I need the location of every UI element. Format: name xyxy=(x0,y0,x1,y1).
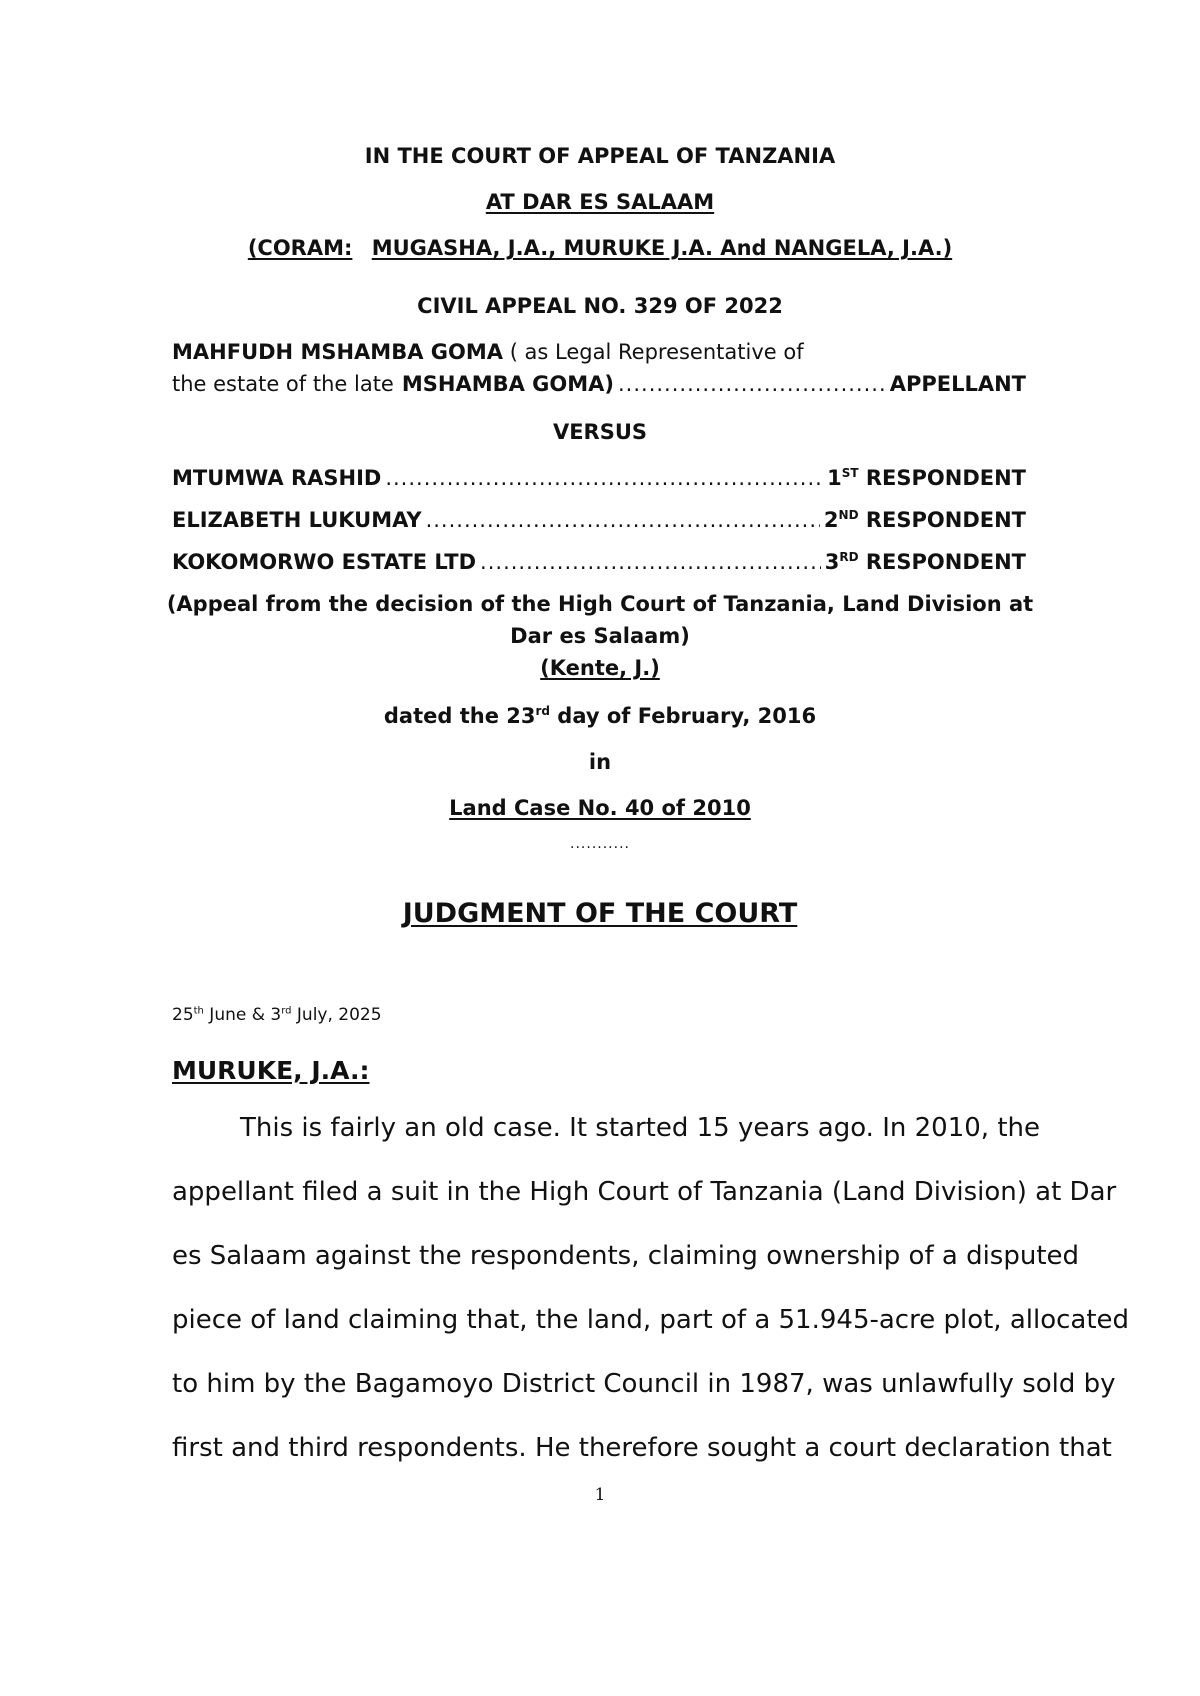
respondent-name: ELIZABETH LUKUMAY xyxy=(172,508,422,532)
body-line: first and third respondents. He therefore sought a court declaration that xyxy=(172,1433,1112,1463)
appellant-name: MAHFUDH MSHAMBA GOMA xyxy=(172,340,503,364)
respondent-row xyxy=(172,466,1026,490)
leader-dots xyxy=(480,550,821,574)
respondent-role: 3RD RESPONDENT xyxy=(824,550,1026,574)
respondent-row xyxy=(172,508,1026,532)
leader-dots xyxy=(426,508,820,532)
appellant-capacity: ( as Legal Representative of xyxy=(509,340,804,364)
judgment-title: JUDGMENT OF THE COURT xyxy=(402,898,798,929)
versus-label: VERSUS xyxy=(552,420,648,444)
body-line: piece of land claiming that, the land, part of a 51.945-acre plot, allocated xyxy=(172,1305,1130,1335)
body-line: es Salaam against the respondents, claiming ownership of a disputed xyxy=(172,1241,1080,1271)
coram-names: MUGASHA, J.A., MURUKE J.A. And NANGELA, J.A.) xyxy=(371,236,953,260)
page-number: 1 xyxy=(594,1485,606,1505)
appellant-line-1 xyxy=(172,340,804,364)
body-line: This is fairly an old case. It started 15 years ago. In 2010, the xyxy=(240,1113,1040,1143)
body-line: appellant filed a suit in the High Court of Tanzania (Land Division) at Dar xyxy=(172,1177,1117,1207)
court-location: AT DAR ES SALAAM xyxy=(485,190,715,214)
in-label: in xyxy=(588,750,612,774)
decision-date: dated the 23rd day of February, 2016 xyxy=(383,704,817,728)
body-line: to him by the Bagamoyo District Council in 1987, was unlawfully sold by xyxy=(172,1369,1116,1399)
leader-dots xyxy=(385,466,823,490)
appeal-number: CIVIL APPEAL NO. 329 OF 2022 xyxy=(417,294,783,318)
coram-prefix: (CORAM: xyxy=(247,236,353,260)
judgment-author: MURUKE, J.A.: xyxy=(172,1056,370,1085)
lower-case-number: Land Case No. 40 of 2010 xyxy=(449,796,751,820)
respondent-role: 2ND RESPONDENT xyxy=(823,508,1026,532)
hearing-dates: 25th June & 3rd July, 2025 xyxy=(172,1005,382,1025)
appeal-from-line-1: (Appeal from the decision of the High Court of Tanzania, Land Division at xyxy=(166,592,1034,616)
court-heading: IN THE COURT OF APPEAL OF TANZANIA xyxy=(364,144,836,168)
respondent-role: 1ST RESPONDENT xyxy=(827,466,1026,490)
respondent-name: KOKOMORWO ESTATE LTD xyxy=(172,550,477,574)
late-name: MSHAMBA GOMA) xyxy=(401,372,614,396)
leader-dots xyxy=(618,372,886,396)
appellant-capacity-2: the estate of the late xyxy=(172,372,394,396)
appellant-line-2 xyxy=(172,372,1026,396)
appeal-from-line-2: Dar es Salaam) xyxy=(510,624,690,648)
coram-line xyxy=(0,236,1200,260)
appellant-role: APPELLANT xyxy=(889,372,1026,396)
separator-dots: ........... xyxy=(570,836,630,852)
respondent-name: MTUMWA RASHID xyxy=(172,466,382,490)
respondent-row xyxy=(172,550,1026,574)
lower-court-judge: (Kente, J.) xyxy=(540,656,660,680)
